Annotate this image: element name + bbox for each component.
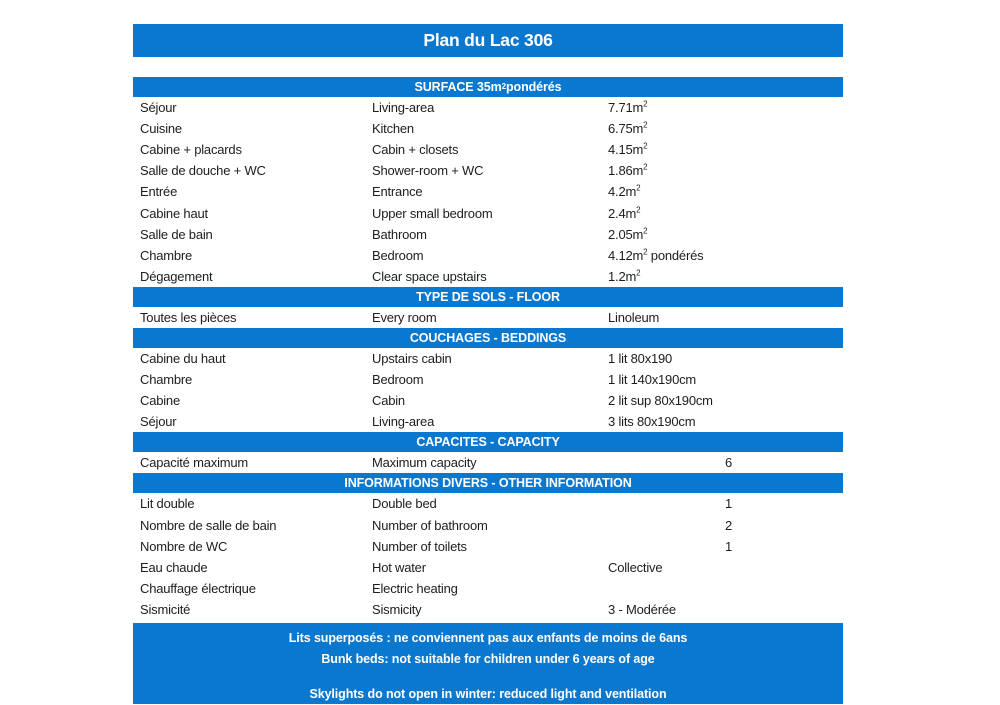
cell-label-fr: Sismicité [140,601,191,617]
cell-label-en: Entrance [372,184,423,200]
table-row [133,202,843,223]
table-row [133,160,843,181]
info-table [133,77,843,620]
cell-label-en: Cabin [372,393,405,409]
table-row [133,599,843,620]
cell-label-fr: Séjour [140,414,177,430]
cell-label-en: Upper small bedroom [372,205,493,221]
cell-label-en: Number of bathroom [372,517,488,533]
cell-label-en: Double bed [372,496,437,512]
cell-value: 3 - Modérée [608,601,676,617]
cell-label-fr: Eau chaude [140,559,208,575]
table-row [133,348,843,369]
cell-value: $4.15m^2$ [608,141,648,158]
cell-label-fr: Chambre [140,247,193,263]
cell-label-fr: Cabine haut [140,205,208,221]
cell-value: $7.71m^2$ [608,99,648,116]
table-row [133,181,843,202]
cell-label-en: Hot water [372,559,426,575]
cell-value: 2 lit sup 80x190cm [608,393,713,409]
cell-label-fr: Salle de douche + WC [140,163,266,179]
sheet-content [133,24,843,704]
cell-label-en: Living-area [372,414,435,430]
section-header: COUCHAGES - BEDDINGS [133,328,843,348]
footer-line: Bunk beds: not suitable for children under 6 years of age [321,651,655,666]
cell-number: 1 [725,496,733,512]
cell-label-en: Maximum capacity [372,455,477,471]
footer-line: Lits superposés : ne conviennent pas aux enfants de moins de 6ans [288,630,688,645]
table-row [133,245,843,266]
cell-label-en: Bedroom [372,247,424,263]
cell-value: 3 lits 80x190cm [608,414,696,430]
cell-label-fr: Lit double [140,496,195,512]
table-row [133,139,843,160]
cell-label-fr: Nombre de salle de bain [140,517,277,533]
cell-label-en: Every room [372,309,437,325]
cell-label-en: Number of toilets [372,538,467,554]
cell-value: Linoleum [608,309,660,325]
page-title-text: Plan du Lac 306 [423,30,553,50]
cell-label-en: Upstairs cabin [372,350,452,366]
cell-label-fr: Séjour [140,100,177,116]
cell-label-fr: Capacité maximum [140,455,249,471]
table-row [133,578,843,599]
table-row [133,493,843,514]
cell-label-fr: Toutes les pièces [140,309,237,325]
cell-number: 2 [725,517,733,533]
cell-value: $1.86m^2$ [608,163,648,179]
cell-label-fr: Chauffage électrique [140,580,256,596]
table-row [133,390,843,411]
section-header: TYPE DE SOLS - FLOOR [133,287,843,307]
section-header: CAPACITES - CAPACITY [133,432,843,452]
table-row [133,411,843,432]
page-title [133,24,843,57]
cell-label-fr: Entrée [140,184,178,200]
cell-value: Collective [608,559,663,575]
table-row [133,369,843,390]
cell-label-fr: Cabine + placards [140,142,242,158]
footer-line: Skylights do not open in winter: reduced light and ventilation [309,686,667,701]
section-header: SURFACE 35m 2 pondérés [133,77,843,97]
cell-label-en: Cabin + closets [372,142,459,158]
table-row [133,515,843,536]
cell-label-fr: Salle de bain [140,226,213,242]
cell-value: $1.2m^2$ [608,268,641,284]
cell-label-fr: Nombre de WC [140,538,228,554]
table-row [133,536,843,557]
cell-value: $6.75m^2$ [608,120,648,137]
cell-label-en: Bedroom [372,372,424,388]
table-row [133,557,843,578]
cell-label-en: Kitchen [372,121,414,137]
cell-label-fr: Cuisine [140,121,182,137]
cell-label-en: Shower-room + WC [372,163,484,179]
cell-number: 6 [725,455,733,471]
cell-value: $4.2m^2$ [608,184,641,200]
table-row [133,224,843,245]
footer-note [133,623,843,704]
cell-label-en: Living-area [372,100,435,116]
cell-value: $2.05m^2$ [608,226,648,242]
footer-spacer [133,670,843,684]
cell-label-fr: Chambre [140,372,193,388]
cell-label-en: Clear space upstairs [372,268,487,284]
cell-value: $4.12m^2$ pondérés [608,247,704,263]
cell-number: 1 [725,538,733,554]
cell-label-fr: Cabine du haut [140,350,226,366]
cell-label-fr: Dégagement [140,268,213,284]
table-row [133,266,843,287]
table-row [133,307,843,328]
cell-value: 1 lit 140x190cm [608,372,697,388]
cell-label-en: Electric heating [372,580,458,596]
table-row [133,452,843,473]
table-row [133,118,843,139]
cell-value: 1 lit 80x190 [608,350,673,366]
cell-value: $2.4m^2$ [608,205,641,221]
table-row [133,97,843,118]
cell-label-fr: Cabine [140,393,180,409]
section-header: INFORMATIONS DIVERS - OTHER INFORMATION [133,473,843,493]
cell-label-en: Bathroom [372,226,427,242]
cell-label-en: Sismicity [372,601,422,617]
